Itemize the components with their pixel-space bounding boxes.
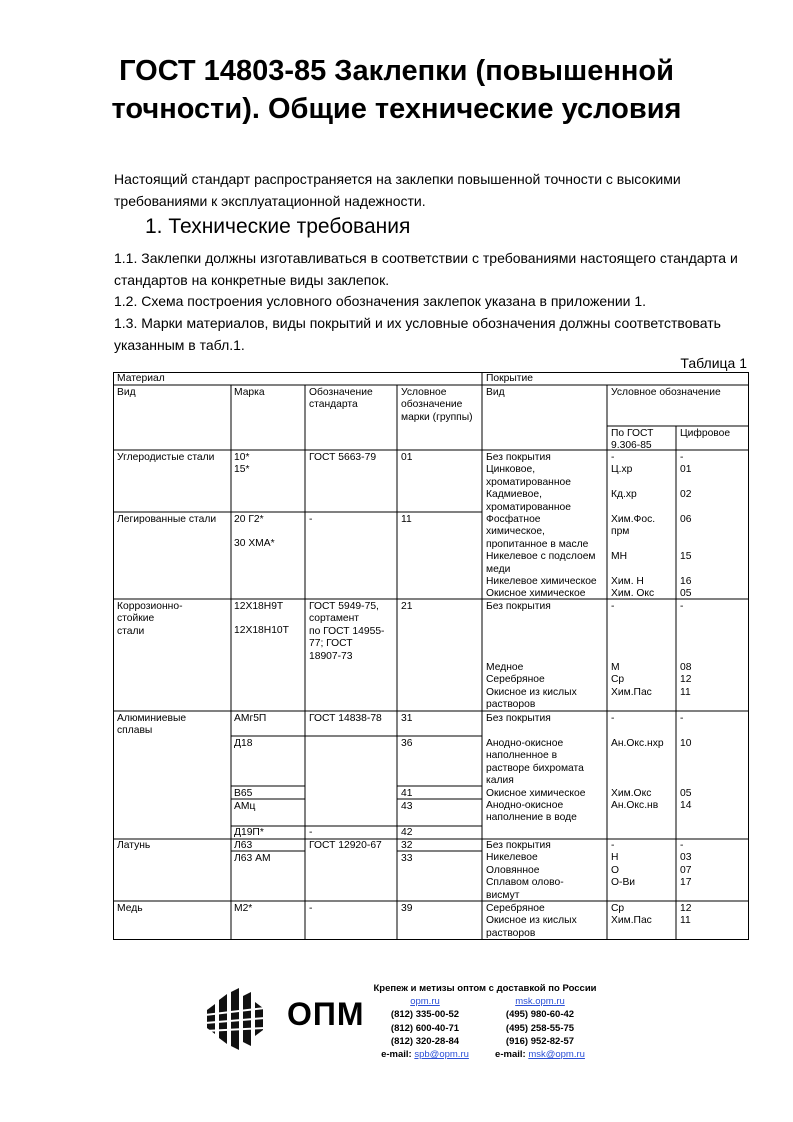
cell-alloy-marka-1: 20 Г2* — [234, 514, 264, 525]
cell-steel-coatings: Без покрытия Цинковое, хроматированное Кадмиевое, хроматированное Фосфатное химическое, пропитанное в масле Никелевое с подслоем меди Никелевое химическое Окисное химическое — [486, 452, 597, 600]
paragraph-1-2: 1.2. Схема построения условного обозначения заклепок указана в приложении 1. — [114, 293, 647, 310]
cell-aluminum-gost-2: Ан.Окс.нхр Хим.Окс Ан.Окс.нв — [611, 738, 664, 812]
logo-text: ОПМ — [287, 996, 365, 1032]
phone-spb-1: (812) 335-00-52 — [390, 1009, 460, 1021]
cell-corrosion-cond: 21 — [401, 601, 413, 612]
cell-corrosion-coat-2: Медное Серебряное Окисное из кислых растворов — [486, 662, 577, 711]
paragraph-1-1: 1.1. Заклепки должны изготавливаться в соответствии с требованиями настоящего стандарта и стандартов на конкретные виды заклепок. — [114, 250, 738, 288]
header-vid: Вид — [117, 387, 136, 398]
opm-logo-icon — [205, 988, 275, 1050]
contacts-spb — [370, 995, 480, 1061]
cell-corrosion-gost-2: М Ср Хим.Пас — [611, 662, 652, 698]
email-msk-row — [485, 1048, 595, 1061]
cell-corrosion-gost-1: - — [611, 601, 615, 612]
email-label-spb: e-mail: — [381, 1049, 415, 1061]
phone-msk-3: (916) 952-82-57 — [505, 1035, 575, 1047]
cell-aluminum-cond-1: 31 — [401, 713, 413, 724]
cell-brass-coatings: Без покрытия Никелевое Оловянное Сплавом олово- висмут — [486, 840, 564, 901]
cell-brass-digital: - 03 07 17 — [680, 840, 692, 889]
cell-copper-gost: Ср Хим.Пас — [611, 903, 652, 927]
cell-corrosion-vid: Коррозионно- стойкие стали — [117, 601, 183, 637]
document-title: ГОСТ 14803-85 Заклепки (повышенной точности). Общие технические условия — [111, 55, 682, 125]
phone-spb-3: (812) 320-28-84 — [390, 1035, 460, 1047]
cell-alloy-marka-2: 30 ХМА* — [234, 538, 275, 549]
table-caption: Таблица 1 — [680, 355, 747, 371]
phone-msk-2: (495) 258-55-75 — [505, 1022, 575, 1034]
intro-paragraph: Настоящий стандарт распространяется на заклепки повышенной точности с высокими требованиями к эксплуатационной надежности. — [114, 171, 681, 209]
cell-aluminum-coat-1: Без покрытия — [486, 713, 551, 724]
cell-corrosion-marka-1: 12Х18Н9Т — [234, 601, 284, 612]
cell-aluminum-cond-2: 36 — [401, 738, 413, 749]
cell-brass-cond-2: 33 — [401, 853, 413, 864]
cell-carbon-marka: 10* 15* — [234, 452, 250, 476]
cell-aluminum-std: ГОСТ 14838-78 — [309, 713, 382, 724]
cell-aluminum-gost-1: - — [611, 713, 615, 724]
cell-copper-cond: 39 — [401, 903, 413, 914]
header-coating-vid: Вид — [486, 387, 505, 398]
cell-aluminum-cond-5: 42 — [401, 827, 413, 838]
section-heading: 1. Технические требования — [145, 215, 411, 238]
cell-aluminum-marka-5: Д19П* — [234, 827, 264, 838]
cell-aluminum-digital-2: 10 05 14 — [680, 738, 692, 812]
cell-copper-std: - — [309, 903, 313, 914]
phone-msk-1: (495) 980-60-42 — [505, 1009, 575, 1021]
cell-copper-marka: М2* — [234, 903, 253, 914]
cell-brass-std: ГОСТ 12920-67 — [309, 840, 382, 851]
paragraph-1-3: 1.3. Марки материалов, виды покрытий и их условные обозначения должны соответствовать указанным в табл.1. — [114, 315, 721, 353]
email-link-msk[interactable]: msk@opm.ru — [528, 1049, 585, 1061]
cell-alloy-vid: Легированные стали — [117, 514, 217, 525]
cell-aluminum-coat-2: Анодно-окисное наполненное в растворе бихромата калия Окисное химическое Анодно-окисное наполнение в воде — [486, 738, 586, 824]
cell-steel-coatings-gost: - Ц.хр Кд.хр Хим.Фос. прм МН Хим. Н Хим. Окс — [611, 452, 656, 600]
cell-brass-gost: - Н О О-Ви — [611, 840, 636, 889]
cell-aluminum-cond-4: 43 — [401, 801, 413, 812]
cell-corrosion-marka-2: 12Х18Н10Т — [234, 625, 289, 636]
header-standard: Обозначение стандарта — [309, 387, 373, 411]
header-marka: Марка — [234, 387, 265, 398]
cell-alloy-std: - — [309, 514, 313, 525]
cell-aluminum-std-5: - — [309, 827, 313, 838]
cell-brass-vid: Латунь — [117, 840, 151, 851]
email-link-spb[interactable]: spb@opm.ru — [414, 1049, 469, 1061]
header-coating: Покрытие — [486, 373, 533, 384]
header-gost: По ГОСТ 9.306-85 — [611, 428, 654, 452]
materials-table — [113, 372, 749, 940]
cell-aluminum-marka-4: АМц — [234, 801, 256, 812]
site-link-spb[interactable]: opm.ru — [410, 996, 440, 1007]
cell-brass-cond-1: 32 — [401, 840, 413, 851]
cell-corrosion-digital-1: - — [680, 601, 684, 612]
site-link-msk[interactable]: msk.opm.ru — [515, 996, 565, 1007]
cell-corrosion-std: ГОСТ 5949-75, сортамент по ГОСТ 14955- 77; ГОСТ 18907-73 — [309, 601, 385, 662]
cell-corrosion-digital-2: 08 12 11 — [680, 662, 692, 698]
footer — [205, 982, 605, 1062]
header-material: Материал — [117, 373, 165, 384]
cell-aluminum-marka-1: АМг5П — [234, 713, 267, 724]
contacts-block — [370, 982, 600, 1061]
phone-spb-2: (812) 600-40-71 — [390, 1022, 460, 1034]
email-spb-row — [370, 1048, 480, 1061]
cell-copper-vid: Медь — [117, 903, 143, 914]
cell-brass-marka-2: Л63 АМ — [234, 853, 271, 864]
cell-aluminum-vid: Алюминиевые сплавы — [117, 713, 187, 737]
cell-aluminum-marka-2: Д18 — [234, 738, 253, 749]
header-cond: Условное обозначение марки (группы) — [401, 387, 473, 423]
header-digital: Цифровое — [680, 428, 731, 439]
cell-carbon-vid: Углеродистые стали — [117, 452, 215, 463]
cell-corrosion-coat-1: Без покрытия — [486, 601, 551, 612]
contacts-msk — [485, 995, 595, 1061]
footer-tagline: Крепеж и метизы оптом с доставкой по России — [373, 983, 597, 994]
cell-carbon-std: ГОСТ 5663-79 — [309, 452, 377, 463]
cell-copper-digital: 12 11 — [680, 903, 692, 927]
cell-copper-coatings: Серебряное Окисное из кислых растворов — [486, 903, 577, 939]
header-coating-cond: Условное обозначение — [611, 387, 721, 398]
cell-carbon-cond: 01 — [401, 452, 413, 463]
cell-steel-coatings-digital: - 01 02 06 15 16 05 — [680, 452, 692, 600]
cell-brass-marka-1: Л63 — [234, 840, 253, 851]
cell-aluminum-marka-3: В65 — [234, 788, 253, 799]
cell-aluminum-cond-3: 41 — [401, 788, 413, 799]
cell-aluminum-digital-1: - — [680, 713, 684, 724]
requirements-paragraphs — [114, 248, 754, 357]
cell-alloy-cond: 11 — [401, 514, 412, 525]
email-label-msk: e-mail: — [495, 1049, 529, 1061]
